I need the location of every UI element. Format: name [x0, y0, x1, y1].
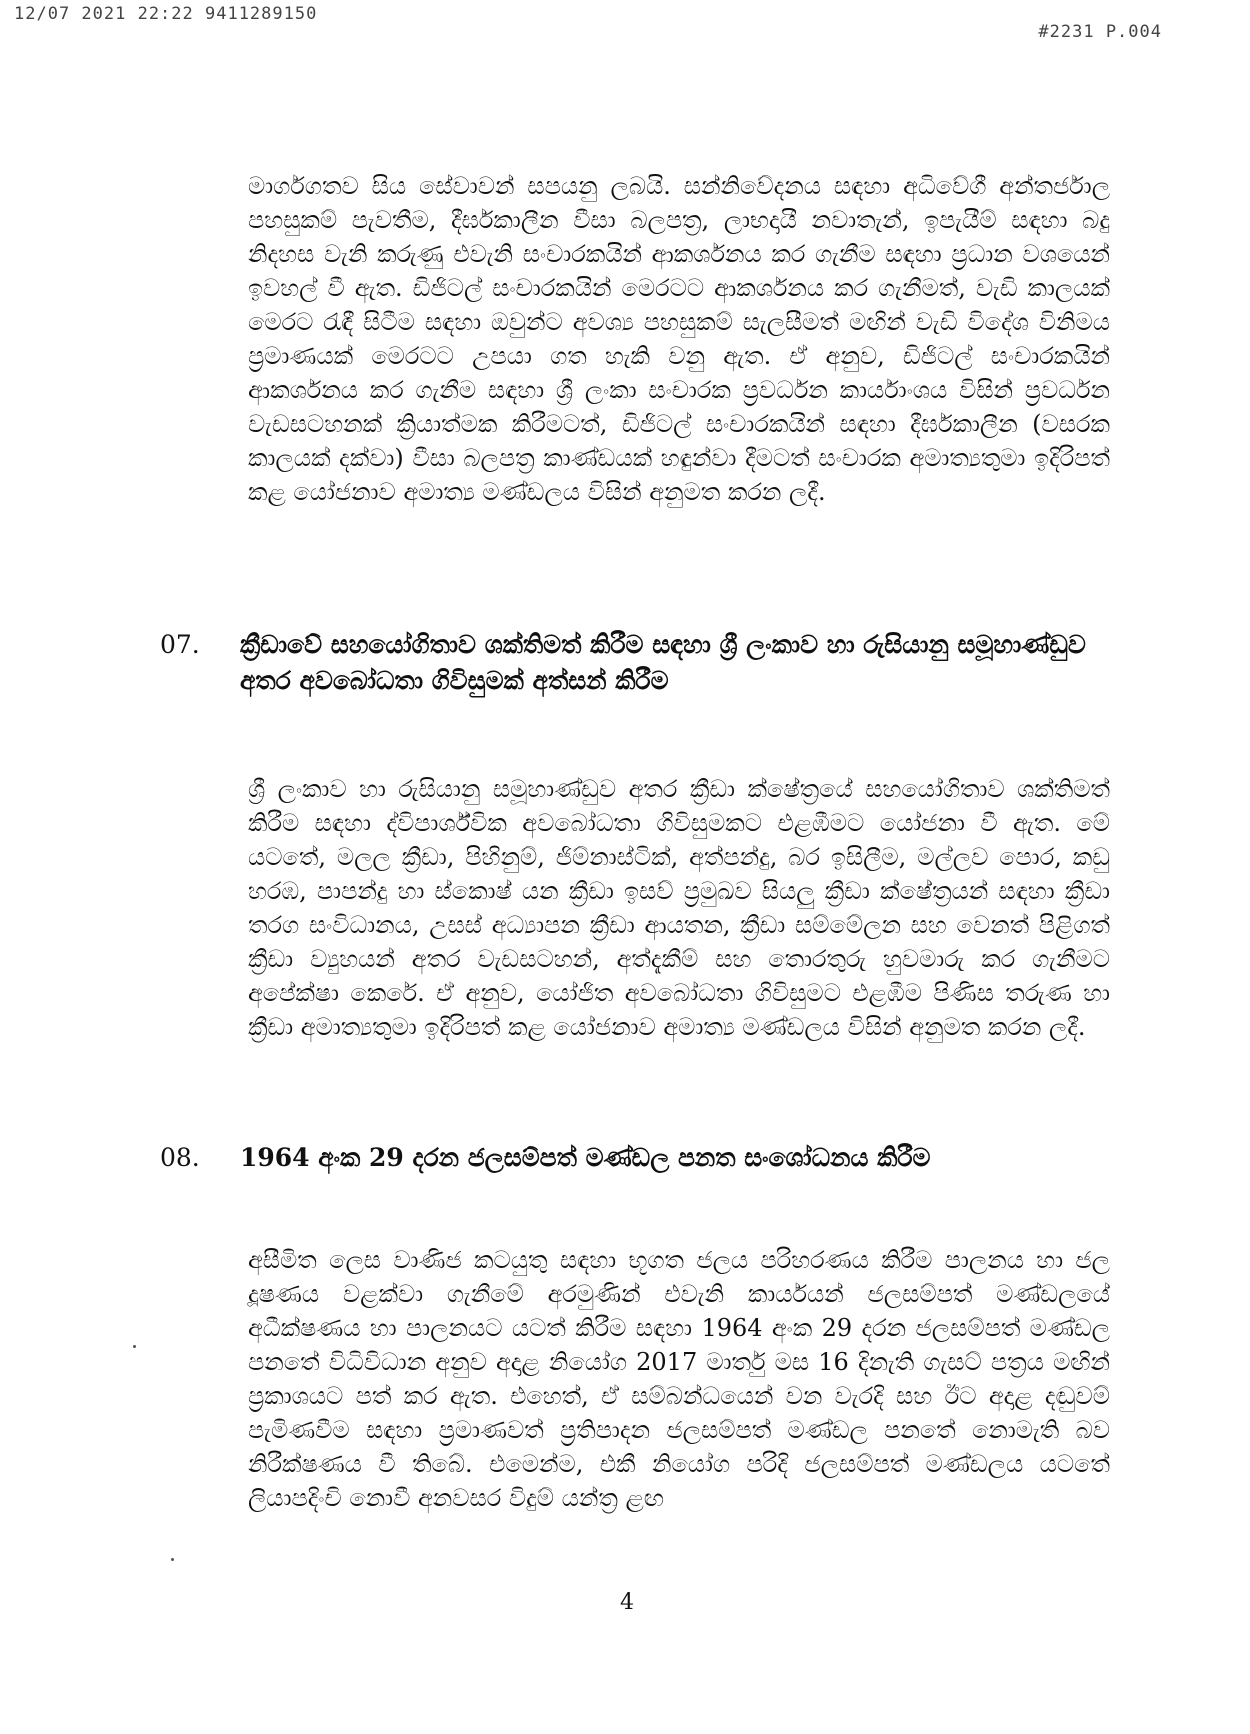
page-number: 4 [620, 1590, 634, 1615]
scan-speck [133, 1345, 136, 1348]
paragraph-sports-mou: ශ්‍රී ලංකාව හා රුසියානු සමූහාණ්ඩුව අතර ක්‍රීඩා ක්ෂේත්‍රයේ සහයෝගිතාව ශක්තිමත් කිරීම සඳහා ද්විපාර්ශ්වික අවබෝධතා ගිවිසුමකට එළඹීමට යෝජනා වී ඇත. මේ යටතේ, මලල ක්‍රීඩා, පිහිනුම්, ජිම්නාස්ටික්, අත්පන්දු, බර ඉසිලීම, මල්ලව පොර, කඩු හරඹ, පාපන්දු හා ස්කොෂ් යන ක්‍රීඩා ඉසව් ප්‍රමුඛව සියලු ක්‍රීඩා ක්ෂේත්‍රයන් සඳහා ක්‍රීඩා තරග සංවිධානය, උසස් අධ්‍යාපන ක්‍රීඩා ආයතන, ක්‍රීඩා සම්මේලන සහ වෙනත් පිළිගත් ක්‍රීඩා ව්‍යුහයන් අතර වැඩසටහන්, අත්දැකීම් සහ තොරතුරු හුවමාරු කර ගැනීමට අපේක්ෂා කෙරේ. ඒ අනුව, යෝජිත අවබෝධතා ගිවිසුමට එළඹීම පිණිස තරුණ හා ක්‍රීඩා අමාත්‍යතුමා ඉදිරිපත් කළ යෝජනාව අමාත්‍ය මණ්ඩලය විසින් අනුමත කරන ලදී. [248, 775, 1110, 1041]
fax-header [14, 4, 1234, 54]
paragraph-digital-nomads: මාර්ගගතව සිය සේවාවන් සපයනු ලබයි. සන්නිවේදනය සඳහා අධිවේගී අන්තර්ජාල පහසුකම් පැවතීම, දීර්ඝකාලීන වීසා බලපත්‍ර, ලාභදායී නවාතැන්, ඉපැයීම් සඳහා බදු නිදහස වැනි කරුණු එවැනි සංචාරකයින් ආකර්ශනය කර ගැනීම සඳහා ප්‍රධාන වශයෙන් ඉවහල් වී ඇත. ඩිජිටල් සංචාරකයින් මෙරටට ආකර්ශනය කර ගැනීමත්, වැඩි කාලයක් මෙරට රැඳී සිටීම සඳහා ඔවුන්ට අවශ්‍ය පහසුකම් සැලසීමත් මඟින් වැඩි විදේශ විනිමය ප්‍රමාණයක් මෙරටට උපයා ගත හැකි වනු ඇත. ඒ අනුව, ඩිජිටල් සංචාරකයින් ආකර්ශනය කර ගැනීම සඳහා ශ්‍රී ලංකා සංචාරක ප්‍රවර්ධන කාර්යාංශය විසින් ප්‍රවර්ධන වැඩසටහනක් ක්‍රියාත්මක කිරීමටත්, ඩිජිටල් සංචාරකයින් සඳහා දීර්ඝකාලීන (වසරක කාලයක් දක්වා) වීසා බලපත්‍ර කාණ්ඩයක් හඳුන්වා දීමටත් සංචාරක අමාත්‍යතුමා ඉදිරිපත් කළ යෝජනාව අමාත්‍ය මණ්ඩලය විසින් අනුමත කරන ලදී. [248, 172, 1110, 506]
fax-page-code: #2231 P.004 [1038, 22, 1162, 42]
section-number: 07. [160, 630, 200, 659]
section-title: ක්‍රීඩාවේ සහයෝගිතාව ශක්තිමත් කිරීම සඳහා ශ්‍රී ලංකාව හා රුසියානු සමූහාණ්ඩුව අතර අවබෝධතා ගිවිසුමක් අත්සන් කිරීම [240, 630, 1086, 695]
fax-transmission-line: 12/07 2021 22:22 9411289150 [14, 4, 318, 24]
scan-speck [171, 1558, 174, 1561]
section-title: 1964 අංක 29 දරන ජලසම්පත් මණ්ඩල පනත සංශෝධනය කිරීම [240, 1143, 931, 1172]
section-number: 08. [160, 1143, 200, 1172]
paragraph-water-resources: අසීමිත ලෙස වාණිජ කටයුතු සඳහා භූගත ජලය පරිහරණය කිරීම පාලනය හා ජල දූෂණය වළක්වා ගැනීමේ අරමුණින් එවැනි කාර්යයන් ජලසම්පත් මණ්ඩලයේ අධීක්ෂණය හා පාලනයට යටත් කිරීම සඳහා 1964 අංක 29 දරන ජලසම්පත් මණ්ඩල පනතේ විධිවිධාන අනුව අදාළ නියෝග 2017 මාර්තු මස 16 දිනැති ගැසට් පත්‍රය මඟින් ප්‍රකාශයට පත් කර ඇත. එහෙත්, ඒ සම්බන්ධයෙන් වන වැරදි සහ ඊට අදාළ දඬුවම් පැමිණවීම සඳහා ප්‍රමාණවත් ප්‍රතිපාදන ජලසම්පත් මණ්ඩල පනතේ නොමැති බව නිරීක්ෂණය වී තිබේ. එමෙන්ම, එකී නියෝග පරිදි ජලසම්පත් මණ්ඩලය යටතේ ලියාපදිංචි නොවී අනවසර විදුම් යන්ත්‍ර ළඟ [248, 1246, 1110, 1512]
